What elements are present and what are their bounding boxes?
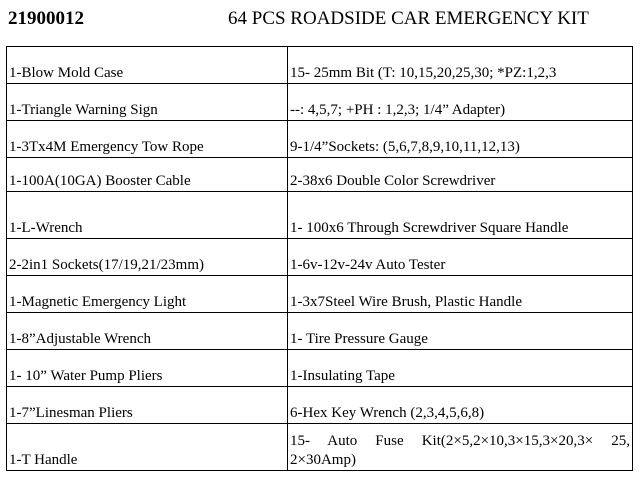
left-item: 1-T Handle (7, 424, 288, 471)
left-item: 1-8”Adjustable Wrench (7, 313, 288, 350)
right-item: 1-3x7Steel Wire Brush, Plastic Handle (288, 276, 633, 313)
right-item: 15- 25mm Bit (T: 10,15,20,25,30; *PZ:1,2,3 (288, 47, 633, 84)
kit-contents-table (6, 46, 633, 471)
right-item: --: 4,5,7; +PH : 1,2,3; 1/4” Adapter) (288, 84, 633, 121)
left-item: 1-L-Wrench (7, 192, 288, 239)
right-item: 15- Auto Fuse Kit(2×5,2×10,3×15,3×20,3× 25, 2×30Amp) (288, 424, 633, 471)
left-item: 1-Triangle Warning Sign (7, 84, 288, 121)
right-item: 1-Insulating Tape (288, 350, 633, 387)
table-row (7, 313, 633, 350)
table-row (7, 239, 633, 276)
table-row (7, 47, 633, 84)
left-item: 1-7”Linesman Pliers (7, 387, 288, 424)
right-item: 1-6v-12v-24v Auto Tester (288, 239, 633, 276)
table-row (7, 192, 633, 239)
left-item: 2-2in1 Sockets(17/19,21/23mm) (7, 239, 288, 276)
left-item: 1-3Tx4M Emergency Tow Rope (7, 121, 288, 158)
table-row (7, 387, 633, 424)
left-item: 1- 10” Water Pump Pliers (7, 350, 288, 387)
right-item: 2-38x6 Double Color Screwdriver (288, 158, 633, 192)
table-row (7, 84, 633, 121)
table-row (7, 424, 633, 471)
product-code: 21900012 (8, 8, 84, 29)
right-item: 6-Hex Key Wrench (2,3,4,5,6,8) (288, 387, 633, 424)
header (0, 0, 640, 46)
left-item: 1-100A(10GA) Booster Cable (7, 158, 288, 192)
right-item: 1- Tire Pressure Gauge (288, 313, 633, 350)
table-row (7, 350, 633, 387)
table-row (7, 121, 633, 158)
right-item: 1- 100x6 Through Screwdriver Square Handle (288, 192, 633, 239)
left-item: 1-Blow Mold Case (7, 47, 288, 84)
table-row (7, 276, 633, 313)
kit-title: 64 PCS ROADSIDE CAR EMERGENCY KIT (228, 8, 589, 29)
table-row (7, 158, 633, 192)
left-item: 1-Magnetic Emergency Light (7, 276, 288, 313)
right-item: 9-1/4”Sockets: (5,6,7,8,9,10,11,12,13) (288, 121, 633, 158)
